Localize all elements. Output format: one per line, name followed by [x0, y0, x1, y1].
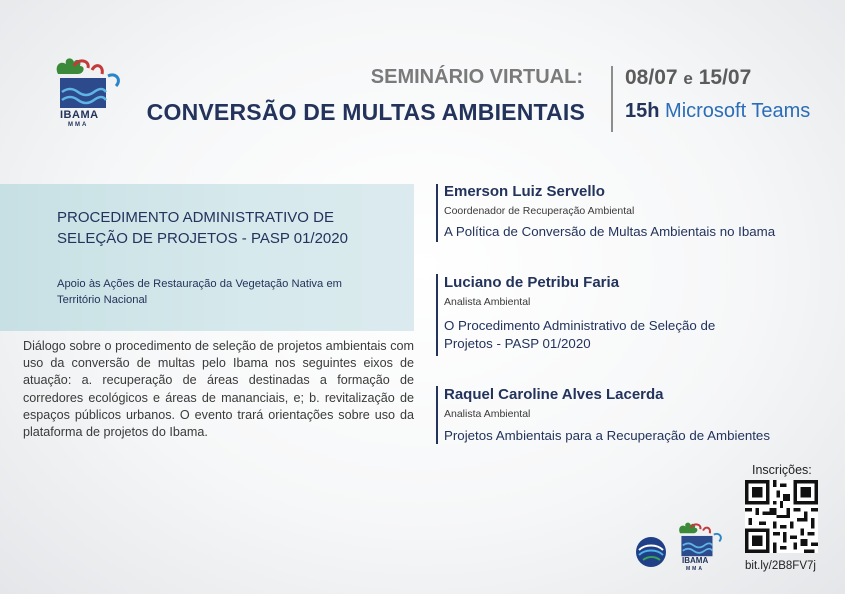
registration-label: Inscrições:	[752, 463, 812, 477]
event-hour: 15h	[625, 100, 660, 122]
logo-name: IBAMA	[60, 109, 99, 121]
header-divider	[611, 66, 613, 132]
ibama-logo-small	[676, 520, 726, 578]
date-connector: e	[683, 69, 693, 88]
globe-logo-icon	[635, 536, 667, 568]
qr-code-icon[interactable]	[745, 480, 818, 553]
ibama-logo-icon	[52, 56, 126, 112]
event-description: Diálogo sobre o procedimento de seleção de projetos ambientais com uso da conversão de multas pelo Ibama nos seguintes eixos de atuação: a. recuperação de áreas destinadas a formação de corredores ecológicos e áreas de mananciais, e; b. revitalização de espaços públicos urbanos. O evento trará orientações sobre uso da plataforma de projetos do Ibama.	[23, 339, 414, 440]
event-dates	[625, 66, 751, 90]
logo-name-small: IBAMA	[682, 556, 709, 565]
speaker-role: Analista Ambiental	[444, 296, 531, 308]
speaker-divider	[436, 274, 438, 356]
speaker-talk: Projetos Ambientais para a Recuperação de Ambientes	[444, 428, 770, 443]
logo-sub: MMA	[68, 122, 89, 128]
speaker-divider	[436, 184, 438, 242]
speaker-role: Analista Ambiental	[444, 408, 531, 420]
panel-title: PROCEDIMENTO ADMINISTRATIVO DE SELEÇÃO DE PROJETOS - PASP 01/2020	[57, 209, 348, 247]
speaker-name: Luciano de Petribu Faria	[444, 274, 620, 291]
event-time	[625, 100, 810, 123]
speaker-name: Raquel Caroline Alves Lacerda	[444, 386, 664, 403]
speaker-name: Emerson Luiz Servello	[444, 183, 605, 200]
panel-subtitle: Apoio às Ações de Restauração da Vegetação Nativa em Território Nacional	[57, 278, 342, 306]
speaker-talk: A Política de Conversão de Multas Ambientais no Ibama	[444, 224, 776, 239]
logo-sub-small: MMA	[686, 566, 704, 572]
ibama-logo-icon	[676, 520, 726, 560]
speaker-divider	[436, 386, 438, 444]
registration-link[interactable]: bit.ly/2B8FV7j	[745, 560, 816, 572]
speaker-talk: O Procedimento Administrativo de Seleção de Projetos - PASP 01/2020	[444, 318, 723, 351]
date-second: 15/07	[698, 66, 752, 89]
ibama-logo	[52, 56, 126, 126]
event-title: CONVERSÃO DE MULTAS AMBIENTAIS	[146, 99, 585, 125]
event-label: SEMINÁRIO VIRTUAL:	[370, 66, 583, 88]
date-first: 08/07	[625, 66, 678, 89]
speaker-role: Coordenador de Recuperação Ambiental	[444, 205, 635, 217]
event-platform: Microsoft Teams	[665, 100, 811, 122]
